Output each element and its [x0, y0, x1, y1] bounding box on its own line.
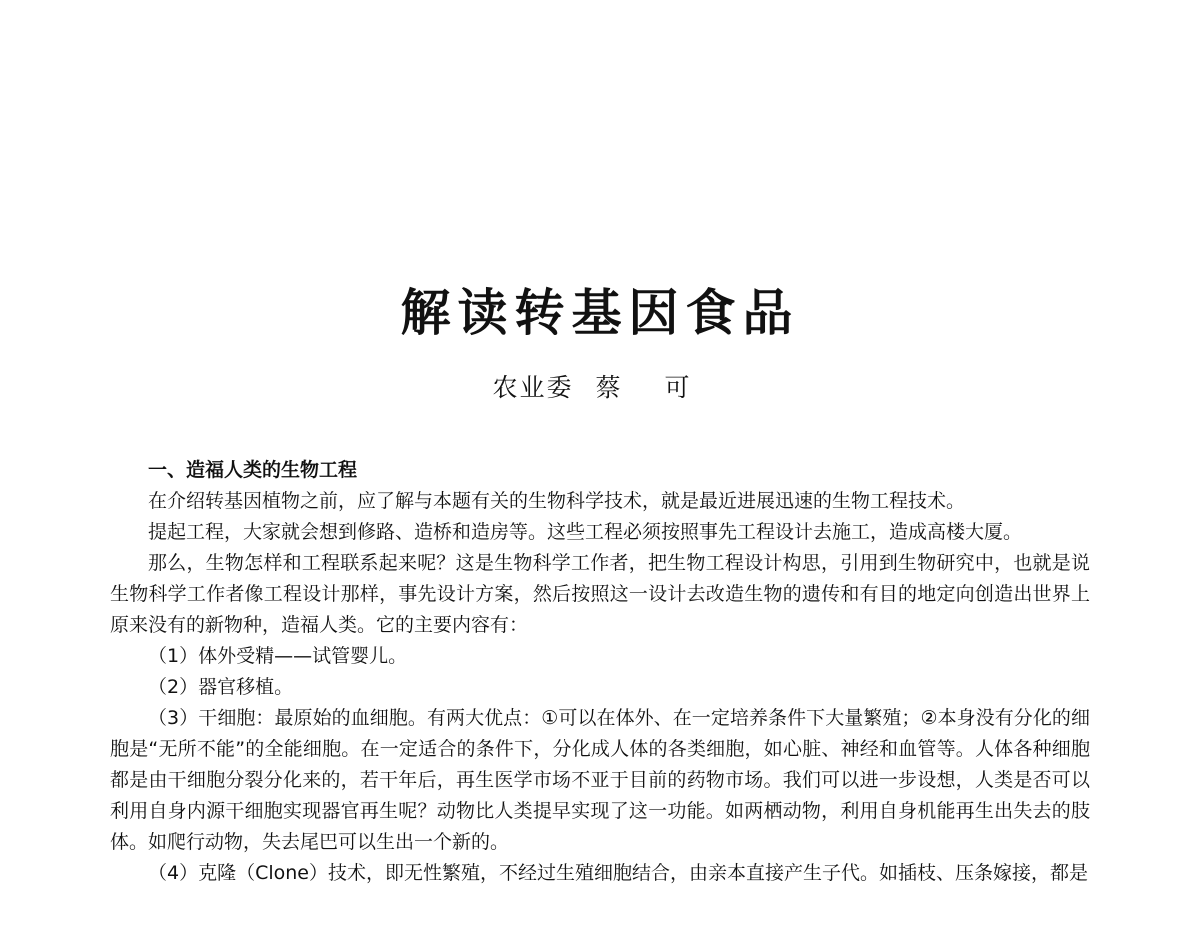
list-item-stem-cells: （3）干细胞：最原始的血细胞。有两大优点：①可以在体外、在一定培养条件下大量繁殖；②本身没有分化的细胞是“无所不能”的全能细胞。在一定适合的条件下，分化成人体的各类细胞，如心脏、神经和血管等。人体各种细胞都是由干细胞分裂分化来的，若干年后，再生医学市场不亚于目前的药物市场。我们可以进一步设想，人类是否可以利用自身内源干细胞实现器官再生呢？动物比人类提早实现了这一功能。如两栖动物，利用自身机能再生出失去的肢体。如爬行动物，失去尾巴可以生出一个新的。: [110, 707, 1090, 853]
paragraph-intro: 在介绍转基因植物之前，应了解与本题有关的生物科学技术，就是最近进展迅速的生物工程技术。: [148, 490, 966, 512]
section-heading: 一、造福人类的生物工程: [148, 459, 358, 481]
list-item-ivf: （1）体外受精——试管婴儿。: [148, 645, 408, 667]
byline: [0, 372, 1200, 404]
paragraph-engineering: 提起工程，大家就会想到修路、造桥和造房等。这些工程必须按照事先工程设计去施工，造成高楼大厦。: [148, 521, 1023, 543]
paragraph-bioengineering: 那么，生物怎样和工程联系起来呢？这是生物科学工作者，把生物工程设计构思，引用到生物研究中，也就是说生物科学工作者像工程设计那样，事先设计方案，然后按照这一设计去改造生物的遗传和有目的地定向创造出世界上原来没有的新物种，造福人类。它的主要内容有：: [110, 552, 1090, 636]
article-body: [110, 455, 1090, 889]
article-title: 解读转基因食品: [400, 283, 800, 342]
byline-organization: 农业委: [492, 373, 574, 402]
list-item-clone: （4）克隆（Clone）技术，即无性繁殖，不经过生殖细胞结合，由亲本直接产生子代。如插枝、压条嫁接，都是: [148, 862, 1088, 884]
byline-author: 蔡 可: [595, 373, 708, 402]
list-item-transplant: （2）器官移植。: [148, 676, 294, 698]
